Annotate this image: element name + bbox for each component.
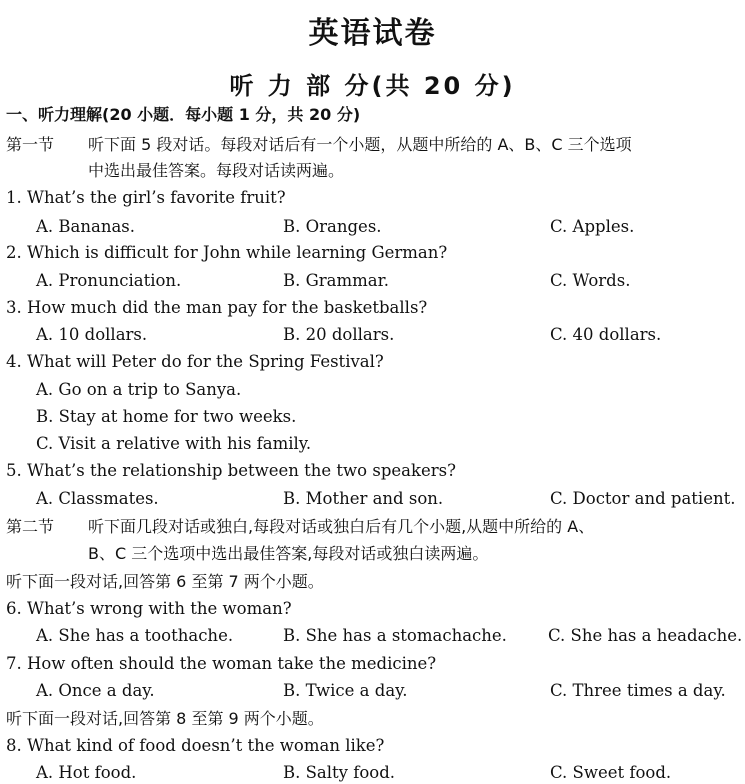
q5-option-b: B. Mother and son. [283,489,444,508]
q3-option-c: C. 40 dollars. [550,325,662,344]
q5-option-a: A. Classmates. [36,489,159,508]
q7-option-c: C. Three times a day. [550,681,726,700]
question-5: 5. What’s the relationship between the two speakers? [6,461,456,480]
q6-option-c: C. She has a headache. [548,626,743,645]
q1-option-b: B. Oranges. [283,217,382,236]
part1-header: 一、听力理解(20 小题．每小题 1 分，共 20 分) [6,105,361,124]
question-6: 6. What’s wrong with the woman? [6,599,292,618]
section1-label: 第一节 [6,135,55,154]
section2-label: 第二节 [6,517,55,536]
q2-option-c: C. Words. [550,271,631,290]
section2-text-1: 听下面几段对话或独白,每段对话或独白后有几个小题,从题中所给的 A、 [88,517,595,536]
section2-text-2: B、C 三个选项中选出最佳答案,每段对话或独白读两遍。 [88,544,489,563]
q6-option-b: B. She has a stomachache. [283,626,507,645]
q8-option-b: B. Salty food. [283,763,396,782]
question-8: 8. What kind of food doesn’t the woman like? [6,736,385,755]
q8-option-c: C. Sweet food. [550,763,672,782]
q1-option-a: A. Bananas. [36,217,136,236]
q7-option-a: A. Once a day. [36,681,155,700]
q4-option-c: C. Visit a relative with his family. [36,434,312,453]
section1-text-1: 听下面 5 段对话。每段对话后有一个小题，从题中所给的 A、B、C 三个选项 [88,135,632,154]
q2-option-a: A. Pronunciation. [36,271,182,290]
instruction-q8-q9: 听下面一段对话,回答第 8 至第 9 两个小题。 [6,709,324,728]
q4-option-a: A. Go on a trip to Sanya. [36,380,242,399]
q3-option-b: B. 20 dollars. [283,325,395,344]
q7-option-b: B. Twice a day. [283,681,408,700]
question-1: 1. What’s the girl’s favorite fruit? [6,188,286,207]
question-2: 2. Which is difficult for John while learning German? [6,243,448,262]
q4-option-b: B. Stay at home for two weeks. [36,407,297,426]
section1-text-2: 中选出最佳答案。每段对话读两遍。 [88,161,345,180]
q8-option-a: A. Hot food. [36,763,137,782]
q3-option-a: A. 10 dollars. [36,325,148,344]
q1-option-c: C. Apples. [550,217,635,236]
exam-title: 英语试卷 [308,16,437,51]
listening-section-title: 听 力 部 分(共 20 分) [229,72,516,100]
q2-option-b: B. Grammar. [283,271,389,290]
question-3: 3. How much did the man pay for the basketballs? [6,298,428,317]
question-4: 4. What will Peter do for the Spring Festival? [6,352,384,371]
instruction-q6-q7: 听下面一段对话,回答第 6 至第 7 两个小题。 [6,572,324,591]
q5-option-c: C. Doctor and patient. [550,489,736,508]
question-7: 7. How often should the woman take the medicine? [6,654,437,673]
q6-option-a: A. She has a toothache. [36,626,234,645]
